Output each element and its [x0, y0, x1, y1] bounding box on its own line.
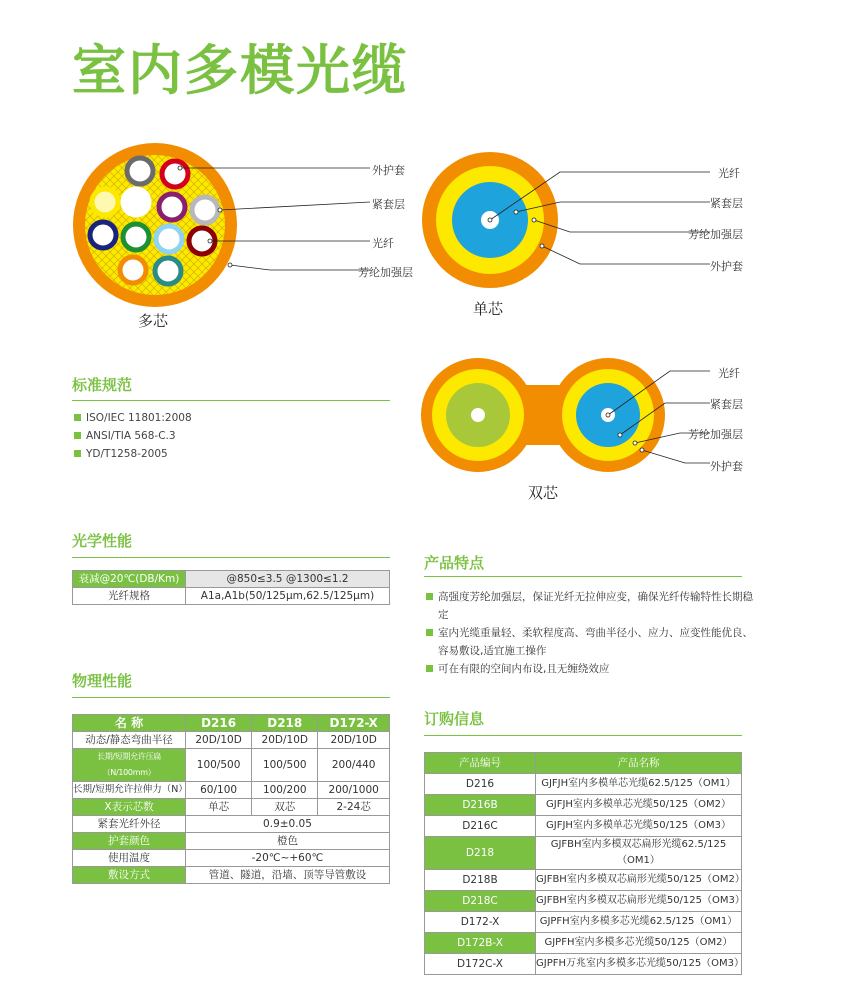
standards-rule	[72, 400, 390, 401]
multi-label-tight-buffer: 紧套层	[372, 198, 405, 211]
standard-item: ISO/IEC 11801:2008	[74, 409, 192, 427]
cell: -20℃~+60℃	[186, 850, 390, 867]
features-list	[426, 588, 756, 678]
order-code: D216	[425, 774, 536, 795]
features-rule	[424, 576, 742, 577]
feature-item: 可在有限的空间内布设,且无缠绕效应	[426, 660, 756, 678]
row-label: 护套颜色	[73, 833, 186, 850]
features-heading: 产品特点	[424, 554, 485, 572]
table-row	[425, 933, 742, 954]
order-code: D172-X	[425, 912, 536, 933]
row-label: 动态/静态弯曲半径	[73, 732, 186, 749]
order-code: D218B	[425, 870, 536, 891]
ordering-heading: 订购信息	[424, 710, 485, 728]
optical-heading: 光学性能	[72, 532, 133, 550]
table-row	[425, 891, 742, 912]
table-row	[425, 816, 742, 837]
order-code: D218	[425, 837, 536, 870]
order-name: GJFBH室内多模双芯扁形光缆50/125（OM3）	[536, 891, 742, 912]
optical-value: A1a,A1b(50/125μm,62.5/125μm)	[186, 588, 390, 605]
single-label-fiber: 光纤	[718, 167, 740, 180]
standards-list	[74, 409, 192, 463]
table-row	[73, 850, 390, 867]
multi-label-fiber: 光纤	[372, 237, 394, 250]
cell: 2-24芯	[318, 799, 390, 816]
cell: 100/500	[186, 749, 252, 782]
order-name: GJFJH室内多模单芯光缆50/125（OM2）	[536, 795, 742, 816]
cell: 100/200	[252, 782, 318, 799]
order-name: GJPFH万兆室内多模多芯光缆50/125（OM3）	[536, 954, 742, 975]
order-code: D172C-X	[425, 954, 536, 975]
table-row	[73, 571, 390, 588]
cell: 20D/10D	[318, 732, 390, 749]
cell: 60/100	[186, 782, 252, 799]
row-label: 使用温度	[73, 850, 186, 867]
col-header: 名 称	[73, 715, 186, 732]
standards-heading: 标准规范	[72, 376, 133, 394]
cell: 200/1000	[318, 782, 390, 799]
multi-label-jacket: 外护套	[372, 164, 405, 177]
single-core-diagram	[420, 150, 760, 290]
order-code: D216B	[425, 795, 536, 816]
page-title: 室内多模光缆	[72, 39, 408, 102]
order-name: GJFJH室内多模单芯光缆62.5/125（OM1）	[536, 774, 742, 795]
col-header: D172-X	[318, 715, 390, 732]
single-label-aramid: 芳纶加强层	[688, 228, 743, 241]
table-header-row	[425, 753, 742, 774]
table-row	[73, 732, 390, 749]
col-header: D218	[252, 715, 318, 732]
table-row	[425, 795, 742, 816]
optical-label: 衰减@20℃(DB/Km)	[73, 571, 186, 588]
table-row	[425, 912, 742, 933]
cell: 20D/10D	[186, 732, 252, 749]
optical-table	[72, 570, 390, 605]
row-label: 长期/短期允许压扁（N/100mm）	[73, 749, 186, 782]
order-code: D172B-X	[425, 933, 536, 954]
col-header: 产品名称	[536, 753, 742, 774]
dual-label-aramid: 芳纶加强层	[688, 428, 743, 441]
table-row	[425, 870, 742, 891]
order-name: GJFJH室内多模单芯光缆50/125（OM3）	[536, 816, 742, 837]
cell: 单芯	[186, 799, 252, 816]
table-row	[73, 749, 390, 782]
table-header-row	[73, 715, 390, 732]
table-row	[73, 816, 390, 833]
single-label-tight-buffer: 紧套层	[710, 197, 743, 210]
ordering-rule	[424, 735, 742, 736]
table-row	[73, 799, 390, 816]
dual-caption: 双芯	[528, 484, 559, 502]
table-row	[425, 954, 742, 975]
table-row	[73, 588, 390, 605]
table-row	[73, 867, 390, 884]
multi-core-diagram	[70, 140, 400, 340]
physical-rule	[72, 697, 390, 698]
order-name: GJPFH室内多模多芯光缆62.5/125（OM1）	[536, 912, 742, 933]
physical-table	[72, 714, 390, 884]
dual-label-tight-buffer: 紧套层	[710, 398, 743, 411]
standard-item: ANSI/TIA 568-C.3	[74, 427, 192, 445]
dual-label-jacket: 外护套	[710, 460, 743, 473]
col-header: D216	[186, 715, 252, 732]
optical-label: 光纤规格	[73, 588, 186, 605]
ordering-table	[424, 752, 745, 975]
cell: 双芯	[252, 799, 318, 816]
feature-item: 室内光缆重量轻、柔软程度高、弯曲半径小、应力、应变性能优良、容易敷设,适宜施工操作	[426, 624, 756, 660]
row-label: 紧套光纤外径	[73, 816, 186, 833]
order-code: D218C	[425, 891, 536, 912]
feature-item: 高强度芳纶加强层，保证光纤无拉伸应变，确保光纤传输特性长期稳定	[426, 588, 756, 624]
cell: 0.9±0.05	[186, 816, 390, 833]
order-name: GJPFH室内多模多芯光缆50/125（OM2）	[536, 933, 742, 954]
row-label: 长期/短期允许拉伸力（N）	[73, 782, 186, 799]
cell: 管道、隧道，沿墙、顶等导管敷设	[186, 867, 390, 884]
optical-value: @850≤3.5 @1300≤1.2	[186, 571, 390, 588]
row-label: X表示芯数	[73, 799, 186, 816]
physical-heading: 物理性能	[72, 672, 133, 690]
cell: 20D/10D	[252, 732, 318, 749]
table-row	[73, 782, 390, 799]
dual-core-diagram	[420, 355, 760, 485]
single-label-jacket: 外护套	[710, 260, 743, 273]
single-caption: 单芯	[473, 300, 504, 318]
col-header: 产品编号	[425, 753, 536, 774]
multi-caption: 多芯	[138, 312, 169, 330]
order-name: GJFBH室内多模双芯扁形光缆50/125（OM2）	[536, 870, 742, 891]
order-code: D216C	[425, 816, 536, 837]
row-label: 敷设方式	[73, 867, 186, 884]
cell: 橙色	[186, 833, 390, 850]
table-row	[425, 774, 742, 795]
multi-label-aramid: 芳纶加强层	[358, 266, 413, 279]
standard-item: YD/T1258-2005	[74, 445, 192, 463]
cell: 100/500	[252, 749, 318, 782]
table-row	[73, 833, 390, 850]
order-name: GJFBH室内多模双芯扁形光缆62.5/125（OM1）	[536, 837, 742, 870]
dual-label-fiber: 光纤	[718, 367, 740, 380]
optical-rule	[72, 557, 390, 558]
cell: 200/440	[318, 749, 390, 782]
table-row	[425, 837, 742, 870]
